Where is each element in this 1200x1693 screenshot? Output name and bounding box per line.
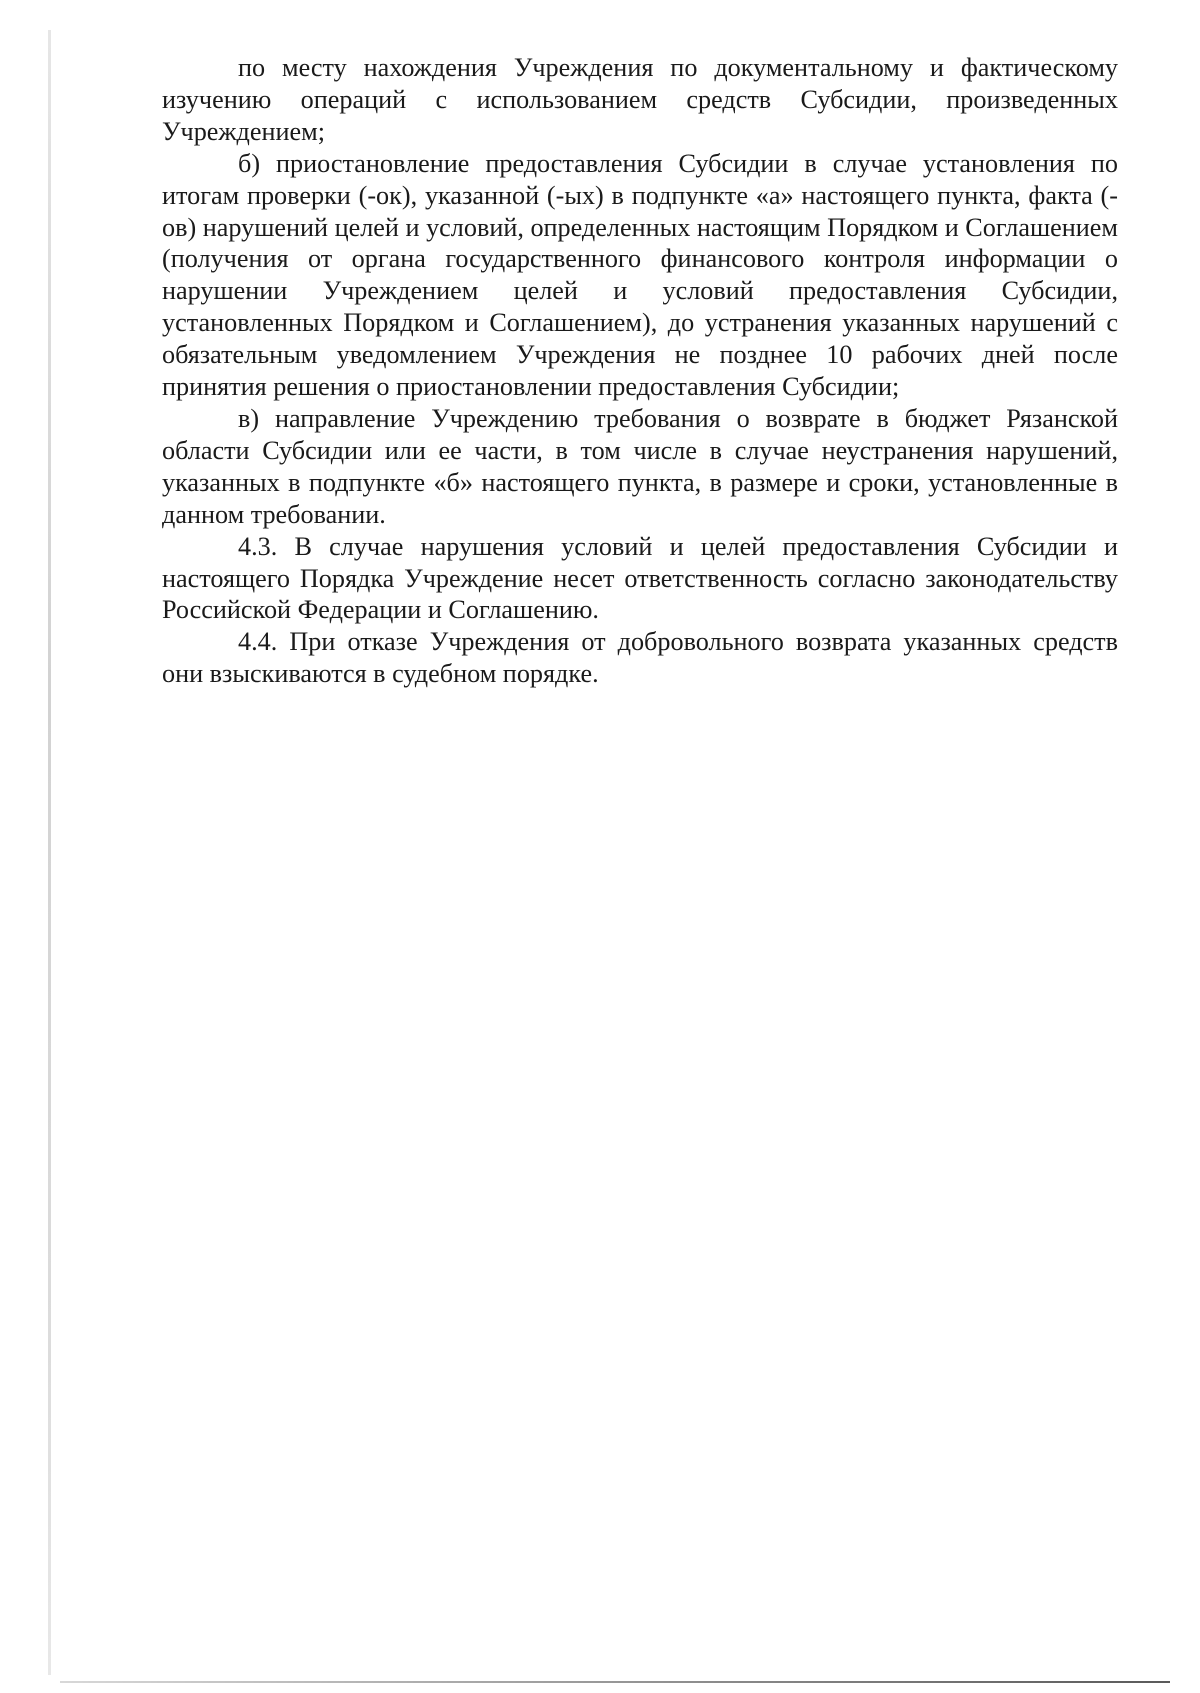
paragraph-b-suspension: б) приостановление предоставления Субсидии в случае установления по итогам проверки (-ок), указанной (-ых) в подпункте «а» настоящего пункта, факта (-ов) нарушений целей и условий, определенных настоящим Порядком и Соглашением (получения от органа государственного финансового контроля информации о нарушении Учреждением целей и условий предоставления Субсидии, установленных Порядком и Соглашением), до устранения указанных нарушений с обязательным уведомлением Учреждения не позднее 10 рабочих дней после принятия решения о приостановлении предоставления Субсидии; — [162, 148, 1118, 402]
document-body — [162, 52, 1118, 690]
paragraph-v-refund-demand: в) направление Учреждению требования о возврате в бюджет Рязанской области Субсидии или ее части, в том числе в случае неустранения нарушений, указанных в подпункте «б» настоящего пункта, в размере и сроки, установленные в данном требовании. — [162, 403, 1118, 529]
paragraph-4-3: 4.3. В случае нарушения условий и целей предоставления Субсидии и настоящего Порядка Учреждение несет ответственность согласно законодательству Российской Федерации и Соглашению. — [162, 531, 1118, 625]
paragraph-continuation: по месту нахождения Учреждения по документальному и фактическому изучению операций с использованием средств Субсидии, произведенных Учреждением; — [162, 53, 1118, 146]
scan-edge-bottom — [60, 1681, 1170, 1683]
paragraph-4-4: 4.4. При отказе Учреждения от добровольного возврата указанных средств они взыскиваются в судебном порядке. — [162, 627, 1118, 689]
scan-edge-left — [48, 30, 51, 1675]
